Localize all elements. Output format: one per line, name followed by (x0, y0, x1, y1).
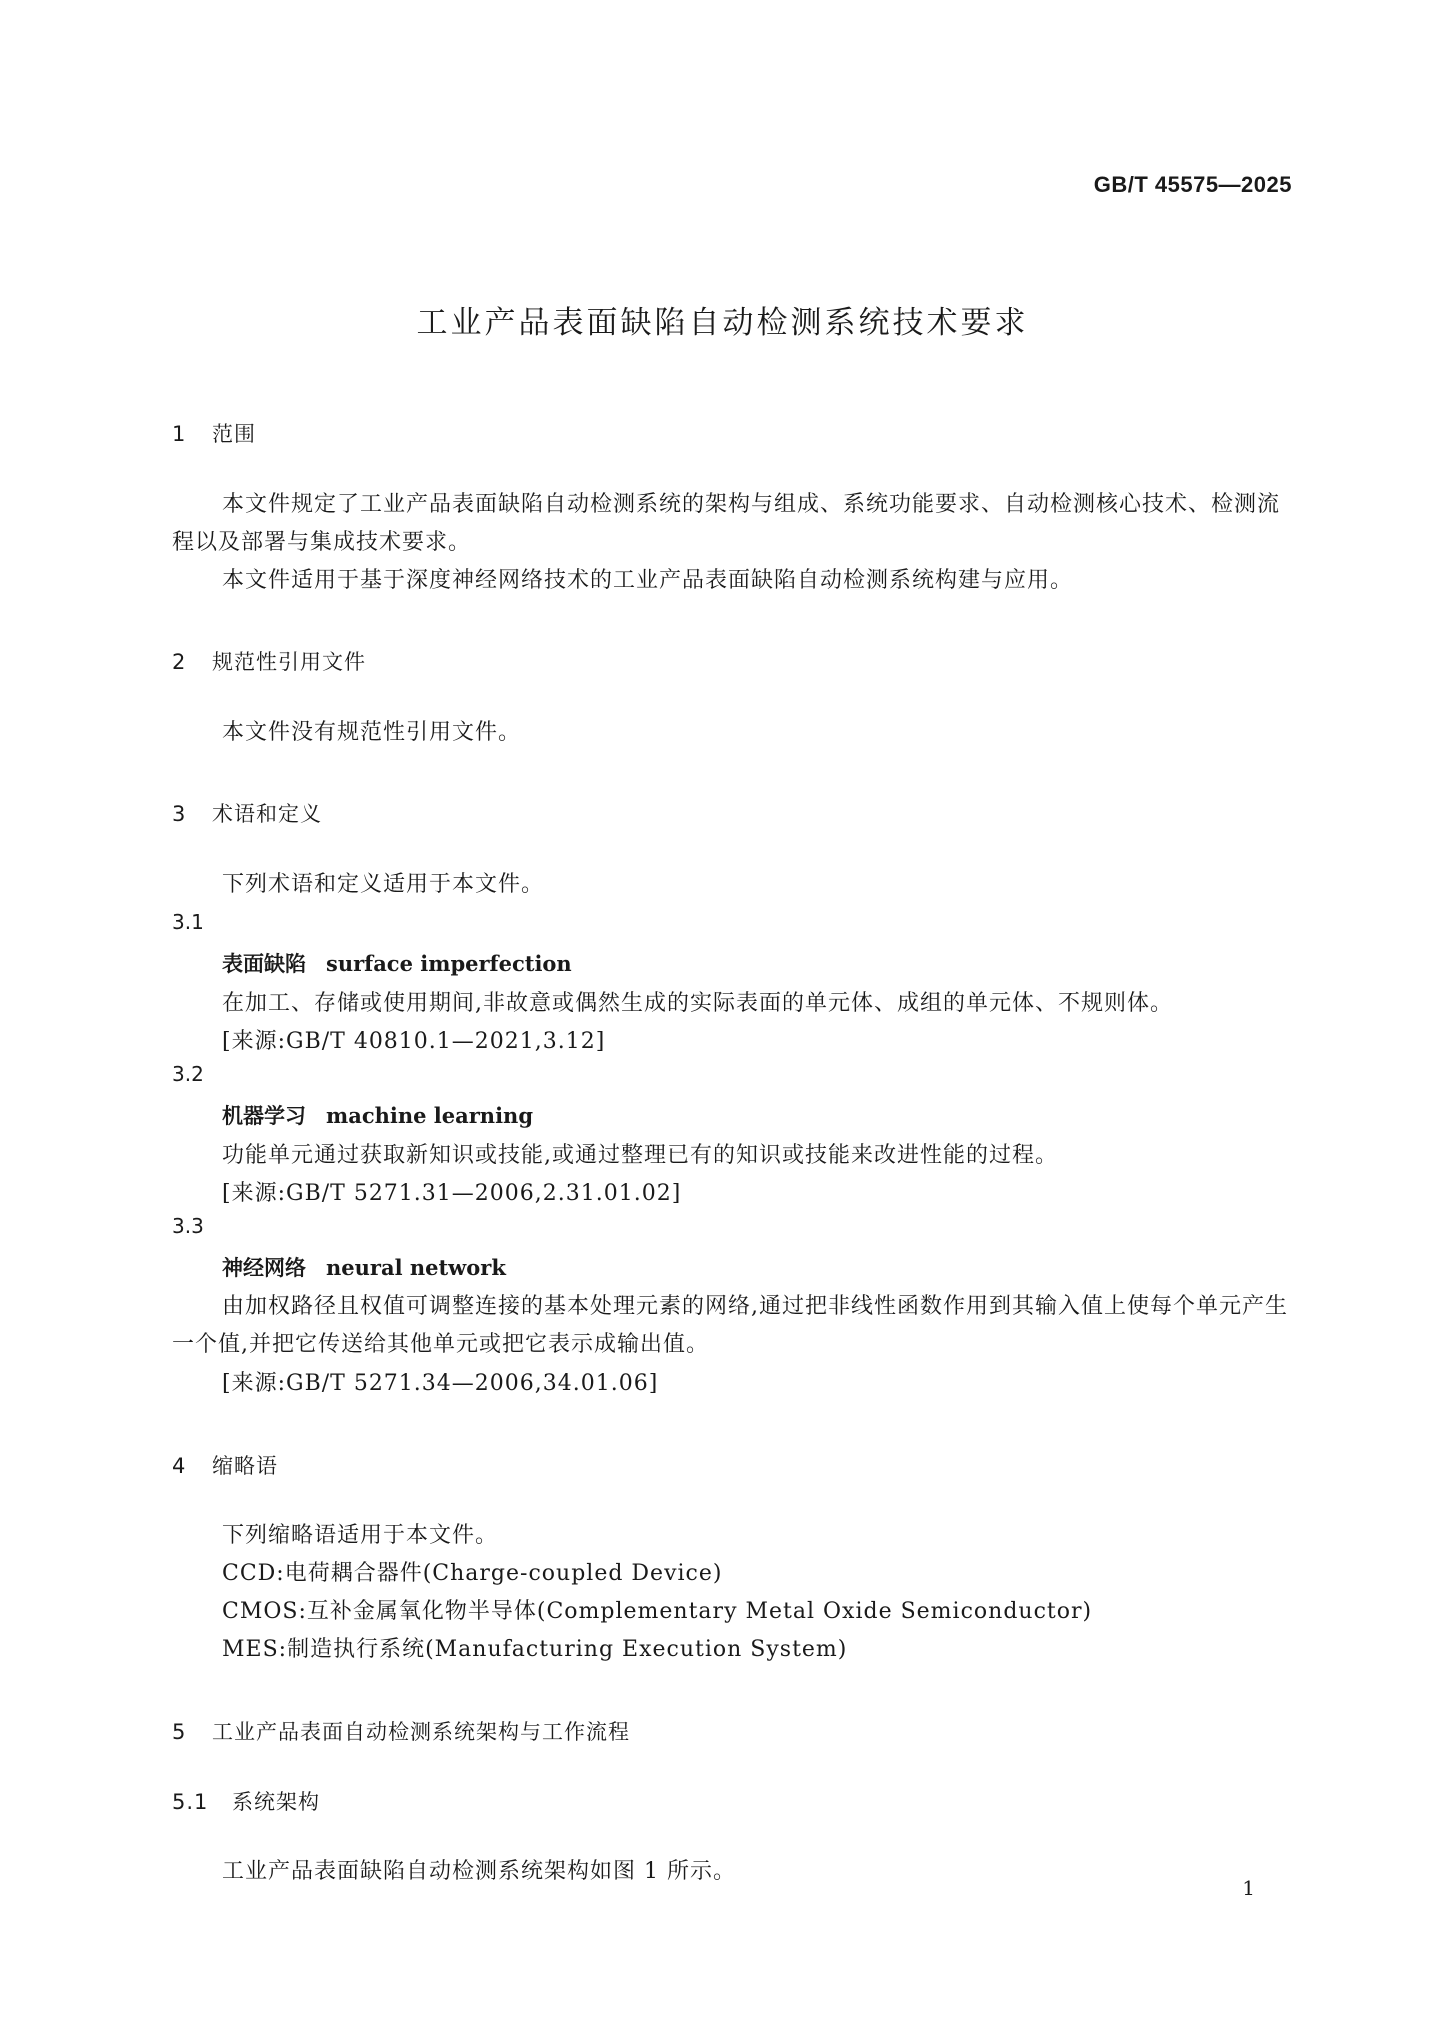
term-name (222, 1100, 533, 1130)
section-title: 工业产品表面自动检测系统架构与工作流程 (212, 1720, 630, 1744)
term-zh: 机器学习 (222, 1104, 306, 1128)
page-number: 1 (1242, 1876, 1255, 1900)
section-title: 范围 (212, 422, 256, 446)
term-zh: 表面缺陷 (222, 952, 306, 976)
section-number: 5 (172, 1720, 187, 1744)
term-source: [来源:GB/T 5271.34—2006,34.01.06] (222, 1371, 659, 1396)
term-source: [来源:GB/T 5271.31—2006,2.31.01.02] (222, 1181, 682, 1206)
standard-code: GB/T 45575—2025 (1093, 172, 1292, 197)
section-1-heading (172, 418, 256, 448)
section-4-intro: 下列缩略语适用于本文件。 (222, 1523, 499, 1548)
section-5-heading (172, 1716, 630, 1746)
term-en: neural network (326, 1255, 506, 1280)
section-2-paragraph: 本文件没有规范性引用文件。 (222, 720, 522, 745)
section-1-paragraph-2: 本文件适用于基于深度神经网络技术的工业产品表面缺陷自动检测系统构建与应用。 (222, 568, 1074, 593)
term-name (222, 948, 572, 978)
term-number: 3.1 (172, 910, 204, 934)
term-definition: 在加工、存储或使用期间,非故意或偶然生成的实际表面的单元体、成组的单元体、不规则体。 (222, 991, 1173, 1016)
section-3-heading (172, 798, 322, 828)
term-definition: 功能单元通过获取新知识或技能,或通过整理已有的知识或技能来改进性能的过程。 (222, 1143, 1058, 1168)
term-zh: 神经网络 (222, 1256, 306, 1280)
section-number: 5.1 (172, 1790, 209, 1814)
section-number: 3 (172, 802, 187, 826)
term-name (222, 1252, 506, 1282)
section-4-heading (172, 1450, 278, 1480)
section-5-1-heading (172, 1786, 320, 1816)
section-5-1-paragraph: 工业产品表面缺陷自动检测系统架构如图 1 所示。 (222, 1859, 736, 1884)
term-source: [来源:GB/T 40810.1—2021,3.12] (222, 1029, 606, 1054)
section-number: 2 (172, 650, 187, 674)
section-number: 1 (172, 422, 187, 446)
section-1-paragraph-1: 本文件规定了工业产品表面缺陷自动检测系统的架构与组成、系统功能要求、自动检测核心技术、检测流程以及部署与集成技术要求。 (172, 492, 1281, 555)
section-title: 术语和定义 (212, 802, 322, 826)
term-definition: 由加权路径且权值可调整连接的基本处理元素的网络,通过把非线性函数作用到其输入值上使每个单元产生一个值,并把它传送给其他单元或把它表示成输出值。 (172, 1294, 1288, 1357)
section-3-intro: 下列术语和定义适用于本文件。 (222, 872, 545, 897)
abbreviation-item: CCD:电荷耦合器件(Charge-coupled Device) (222, 1561, 723, 1586)
section-number: 4 (172, 1454, 187, 1478)
section-2-heading (172, 646, 366, 676)
term-en: surface imperfection (326, 951, 572, 976)
section-title: 系统架构 (232, 1790, 320, 1814)
term-en: machine learning (326, 1103, 534, 1128)
section-title: 规范性引用文件 (212, 650, 366, 674)
document-title: 工业产品表面缺陷自动检测系统技术要求 (416, 305, 1029, 341)
term-number: 3.3 (172, 1214, 204, 1238)
term-number: 3.2 (172, 1062, 204, 1086)
abbreviation-item: MES:制造执行系统(Manufacturing Execution System) (222, 1637, 848, 1662)
section-title: 缩略语 (212, 1454, 278, 1478)
abbreviation-item: CMOS:互补金属氧化物半导体(Complementary Metal Oxide Semiconductor) (222, 1599, 1093, 1624)
